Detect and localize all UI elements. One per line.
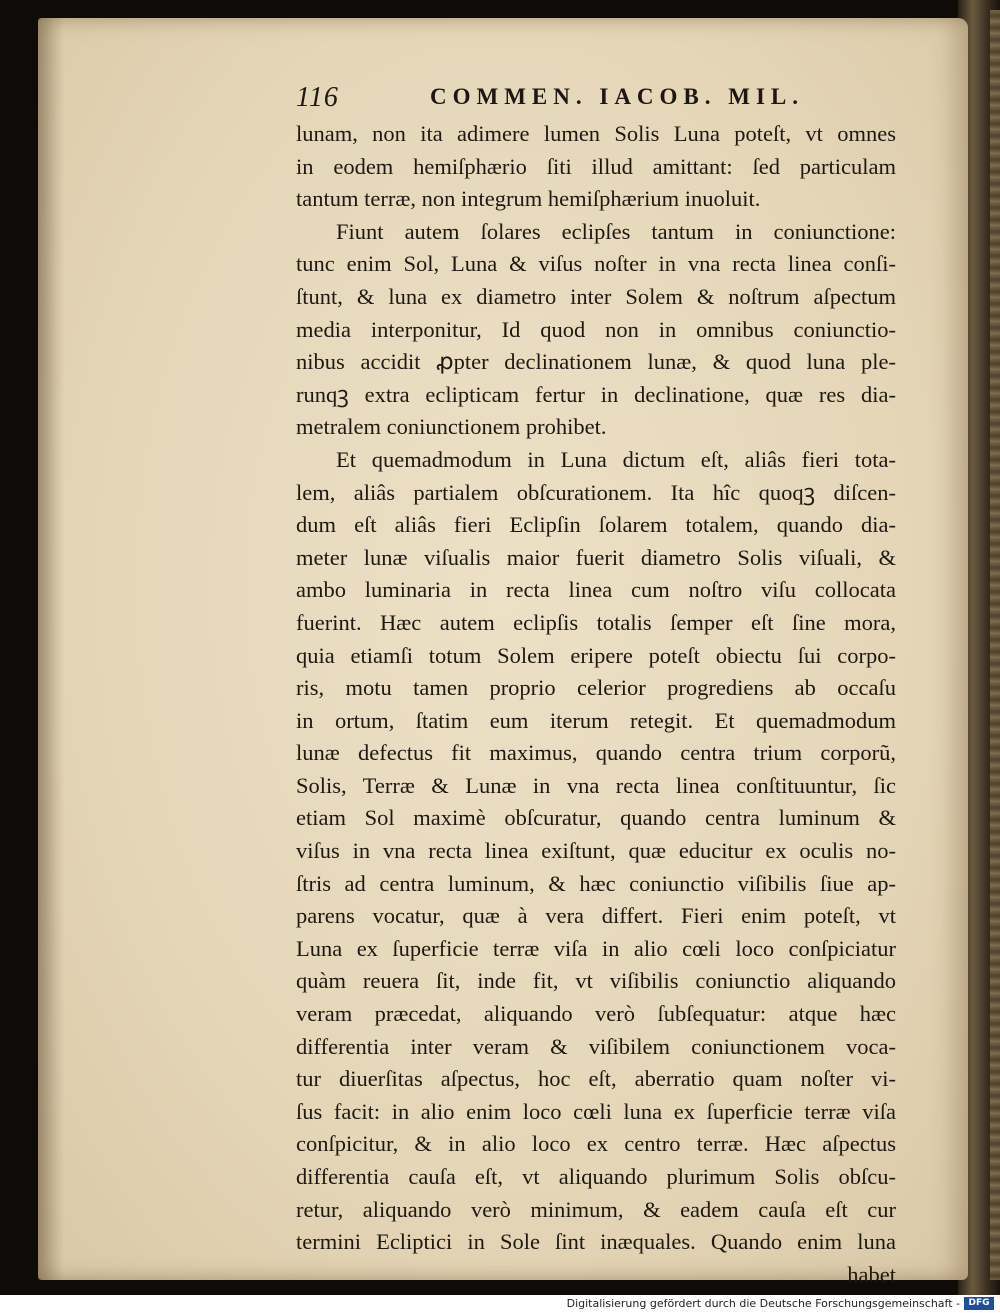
text-line: retur, aliquando verò minimum, & eadem cauſa eſt cur (296, 1196, 896, 1222)
text-line: nibus accidit ꝓpter declinationem lunæ, & quod luna ple- (296, 349, 896, 375)
page-header (296, 80, 896, 120)
text-line: tunc enim Sol, Luna & viſus noſter in vna recta linea conſi- (296, 251, 896, 277)
text-line: Solis, Terræ & Lunæ in vna recta linea conſtituuntur, ſic (296, 772, 896, 798)
text-line: media interponitur, Id quod non in omnibus coniunctio- (296, 316, 896, 342)
text-line: quàm reuera ſit, inde fit, vt viſibilis coniunctio aliquando (296, 968, 896, 994)
text-line: parens vocatur, quæ à vera differt. Fieri enim poteſt, vt (296, 903, 896, 929)
text-line: ſtunt, & luna ex diametro inter Solem & noſtrum aſpectum (296, 283, 896, 309)
text-line: etiam Sol maximè obſcuratur, quando centra luminum & (296, 805, 896, 831)
text-line: conſpicitur, & in alio loco ex centro terræ. Hæc aſpectus (296, 1131, 896, 1157)
text-line: veram præcedat, aliquando verò ſubſequatur: atque hæc (296, 1001, 896, 1027)
body-text (296, 118, 896, 1291)
catchword: habet (847, 1261, 896, 1287)
text-line: Luna ex ſuperficie terræ viſa in alio cœli loco conſpiciatur (296, 935, 896, 961)
text-line: viſus in vna recta linea exiſtunt, quæ educitur ex oculis no- (296, 838, 896, 864)
text-line: dum eſt aliâs fieri Eclipſin ſolarem totalem, quando dia- (296, 512, 896, 538)
text-line: tantum terræ, non integrum hemiſphærium inuoluit. (296, 186, 761, 212)
gutter-shadow (38, 18, 64, 1280)
page-number: 116 (296, 82, 339, 113)
text-line: fuerint. Hæc autem eclipſis totalis ſemper eſt ſine mora, (296, 609, 896, 635)
text-line: termini Ecliptici in Sole ſint inæquales. Quando enim luna (296, 1229, 896, 1255)
funding-credit: Digitalisierung gefördert durch die Deutsche Forschungsgemeinschaft - (566, 1297, 960, 1310)
text-line: Fiunt autem ſolares eclipſes tantum in coniunctione: (336, 218, 896, 244)
text-line: lunam, non ita adimere lumen Solis Luna poteſt, vt omnes (296, 121, 896, 146)
text-line: runqꝫ extra eclipticam fertur in declinatione, quæ res dia- (296, 381, 896, 407)
text-line: lem, aliâs partialem obſcurationem. Ita hîc quoqꝫ diſcen- (296, 479, 896, 505)
text-line: ris, motu tamen proprio celerior progrediens ab occaſu (296, 675, 896, 701)
text-line: tur diuerſitas aſpectus, hoc eſt, aberratio quam noſter vi- (296, 1066, 896, 1092)
text-line: in ortum, ſtatim eum iterum retegit. Et quemadmodum (296, 707, 896, 733)
text-line: in eodem hemiſphærio ſiti illud amittant: ſed particulam (296, 153, 896, 179)
text-line: ſtris ad centra luminum, & hæc coniunctio viſibilis ſiue ap- (296, 870, 896, 896)
text-line: lunæ defectus fit maximus, quando centra trium corporũ, (296, 740, 896, 766)
text-line: ſus facit: in alio enim loco cœli luna ex ſuperficie terræ viſa (296, 1098, 896, 1124)
book-edge-pages (990, 10, 1000, 1280)
text-line: differentia inter veram & viſibilem coniunctionem voca- (296, 1033, 896, 1059)
dfg-logo-icon: DFG (964, 1297, 994, 1310)
text-line: metralem coniunctionem prohibet. (296, 414, 607, 440)
text-line: meter lunæ viſualis maior fuerit diametro Solis viſuali, & (296, 544, 896, 570)
running-head: COMMEN. IACOB. MIL. (430, 84, 805, 109)
text-line: Et quemadmodum in Luna dictum eſt, aliâs fieri tota- (336, 446, 896, 472)
text-line: ambo luminaria in recta linea cum noſtro viſu collocata (296, 577, 896, 603)
text-line: quia etiamſi totum Solem eripere poteſt obiectu ſui corpo- (296, 642, 896, 668)
text-line: differentia cauſa eſt, vt aliquando plurimum Solis obſcu- (296, 1164, 896, 1189)
